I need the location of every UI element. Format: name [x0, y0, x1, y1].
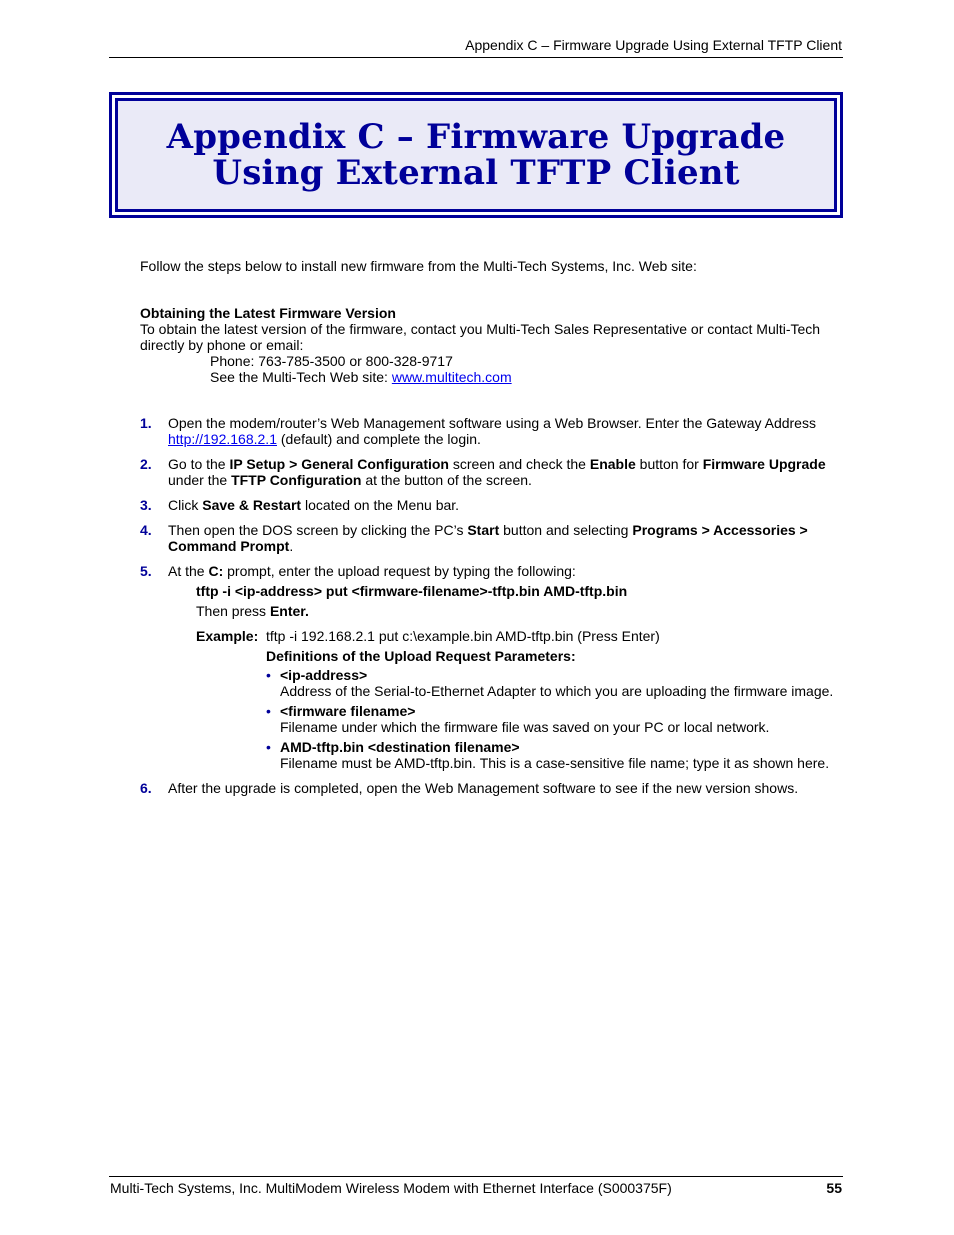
page-title-line-2: Using External TFTP Client	[212, 153, 740, 193]
step-1-text	[168, 415, 838, 447]
gateway-address-link[interactable]: http://192.168.2.1	[168, 431, 277, 447]
then-press-line	[196, 603, 309, 619]
step-4-text	[168, 522, 838, 554]
step-3-b1: Save & Restart	[202, 497, 302, 513]
web-prefix: See the Multi-Tech Web site:	[210, 369, 392, 385]
step-5-t2: prompt, enter the upload request by typing the following:	[223, 563, 576, 579]
page-number: 55	[826, 1180, 842, 1196]
footer-text: Multi-Tech Systems, Inc. MultiModem Wireless Modem with Ethernet Interface (S000375F)	[110, 1180, 672, 1196]
step-3-number: 3.	[140, 497, 152, 513]
step-2-b1: IP Setup > General Configuration	[229, 456, 449, 472]
multitech-web-link[interactable]: www.multitech.com	[391, 369, 512, 385]
title-box-inner	[115, 98, 837, 212]
step-4-number: 4.	[140, 522, 152, 538]
bullet-icon: •	[266, 739, 271, 755]
step-1-text-a: Open the modem/router’s Web Management software using a Web Browser. Enter the Gateway Address	[168, 415, 816, 431]
step-1-text-b: (default) and complete the login.	[276, 431, 481, 447]
step-5-number: 5.	[140, 563, 152, 579]
title-box	[109, 92, 843, 218]
step-4-t1: Then open the DOS screen by clicking the PC’s	[168, 522, 468, 538]
example-label: Example:	[196, 628, 259, 644]
intro-paragraph: Follow the steps below to install new firmware from the Multi-Tech Systems, Inc. Web site:	[140, 258, 697, 274]
web-line	[210, 369, 512, 385]
def-desc-firmware-filename: Filename under which the firmware file was saved on your PC or local network.	[280, 719, 770, 735]
step-6-text: After the upgrade is completed, open the Web Management software to see if the new version shows.	[168, 780, 799, 796]
step-4-b1: Start	[467, 522, 500, 538]
then-press-prefix: Then press	[196, 603, 270, 619]
example-command: tftp -i 192.168.2.1 put c:\example.bin AMD-tftp.bin (Press Enter)	[266, 628, 660, 644]
header-rule	[109, 57, 843, 58]
step-2-b2: Enable	[589, 456, 636, 472]
step-5-t1: At the	[168, 563, 209, 579]
def-desc-ip-address: Address of the Serial-to-Ethernet Adapter to which you are uploading the firmware image.	[280, 683, 834, 699]
bullet-icon: •	[266, 667, 271, 683]
step-3-text	[168, 497, 838, 513]
step-2-number: 2.	[140, 456, 152, 472]
definitions-heading: Definitions of the Upload Request Parameters:	[266, 648, 576, 664]
obtaining-line-1: To obtain the latest version of the firmware, contact you Multi-Tech Sales Representative or contact Multi-Tech	[140, 321, 821, 337]
step-2-t4: under the	[168, 472, 232, 488]
step-3-t1: Click	[168, 497, 203, 513]
obtaining-line-2: directly by phone or email:	[140, 337, 304, 353]
bullet-icon: •	[266, 703, 271, 719]
step-4-b3: Command Prompt	[168, 538, 290, 554]
then-press-key: Enter.	[269, 603, 309, 619]
step-4-t2: button and selecting	[499, 522, 633, 538]
def-term-destination-filename: AMD-tftp.bin <destination filename>	[280, 739, 520, 755]
step-2-b4: TFTP Configuration	[231, 472, 362, 488]
step-4-b2: Programs > Accessories >	[632, 522, 808, 538]
step-4-t3: .	[289, 538, 294, 554]
def-term-ip-address: <ip-address>	[280, 667, 368, 683]
phone-line: Phone: 763-785-3500 or 800-328-9717	[210, 353, 453, 369]
running-header: Appendix C – Firmware Upgrade Using External TFTP Client	[465, 37, 842, 53]
footer-rule	[109, 1176, 843, 1177]
step-2-text	[168, 456, 838, 488]
def-term-firmware-filename: <firmware filename>	[280, 703, 416, 719]
page-title-line-1: Appendix C – Firmware Upgrade	[166, 117, 786, 157]
step-5-text	[168, 563, 838, 579]
step-6-number: 6.	[140, 780, 152, 796]
step-2-b3: Firmware Upgrade	[702, 456, 826, 472]
def-desc-destination-filename: Filename must be AMD-tftp.bin. This is a case-sensitive file name; type it as shown here.	[280, 755, 830, 771]
step-2-t5: at the button of the screen.	[361, 472, 532, 488]
step-2-t2: screen and check the	[448, 456, 590, 472]
obtaining-heading: Obtaining the Latest Firmware Version	[140, 305, 396, 321]
step-2-t1: Go to the	[168, 456, 230, 472]
step-3-t2: located on the Menu bar.	[301, 497, 460, 513]
tftp-command: tftp -i <ip-address> put <firmware-filename>-tftp.bin AMD-tftp.bin	[196, 583, 628, 599]
step-2-t3: button for	[635, 456, 703, 472]
step-5-b1: C:	[208, 563, 224, 579]
step-1-number: 1.	[140, 415, 152, 431]
